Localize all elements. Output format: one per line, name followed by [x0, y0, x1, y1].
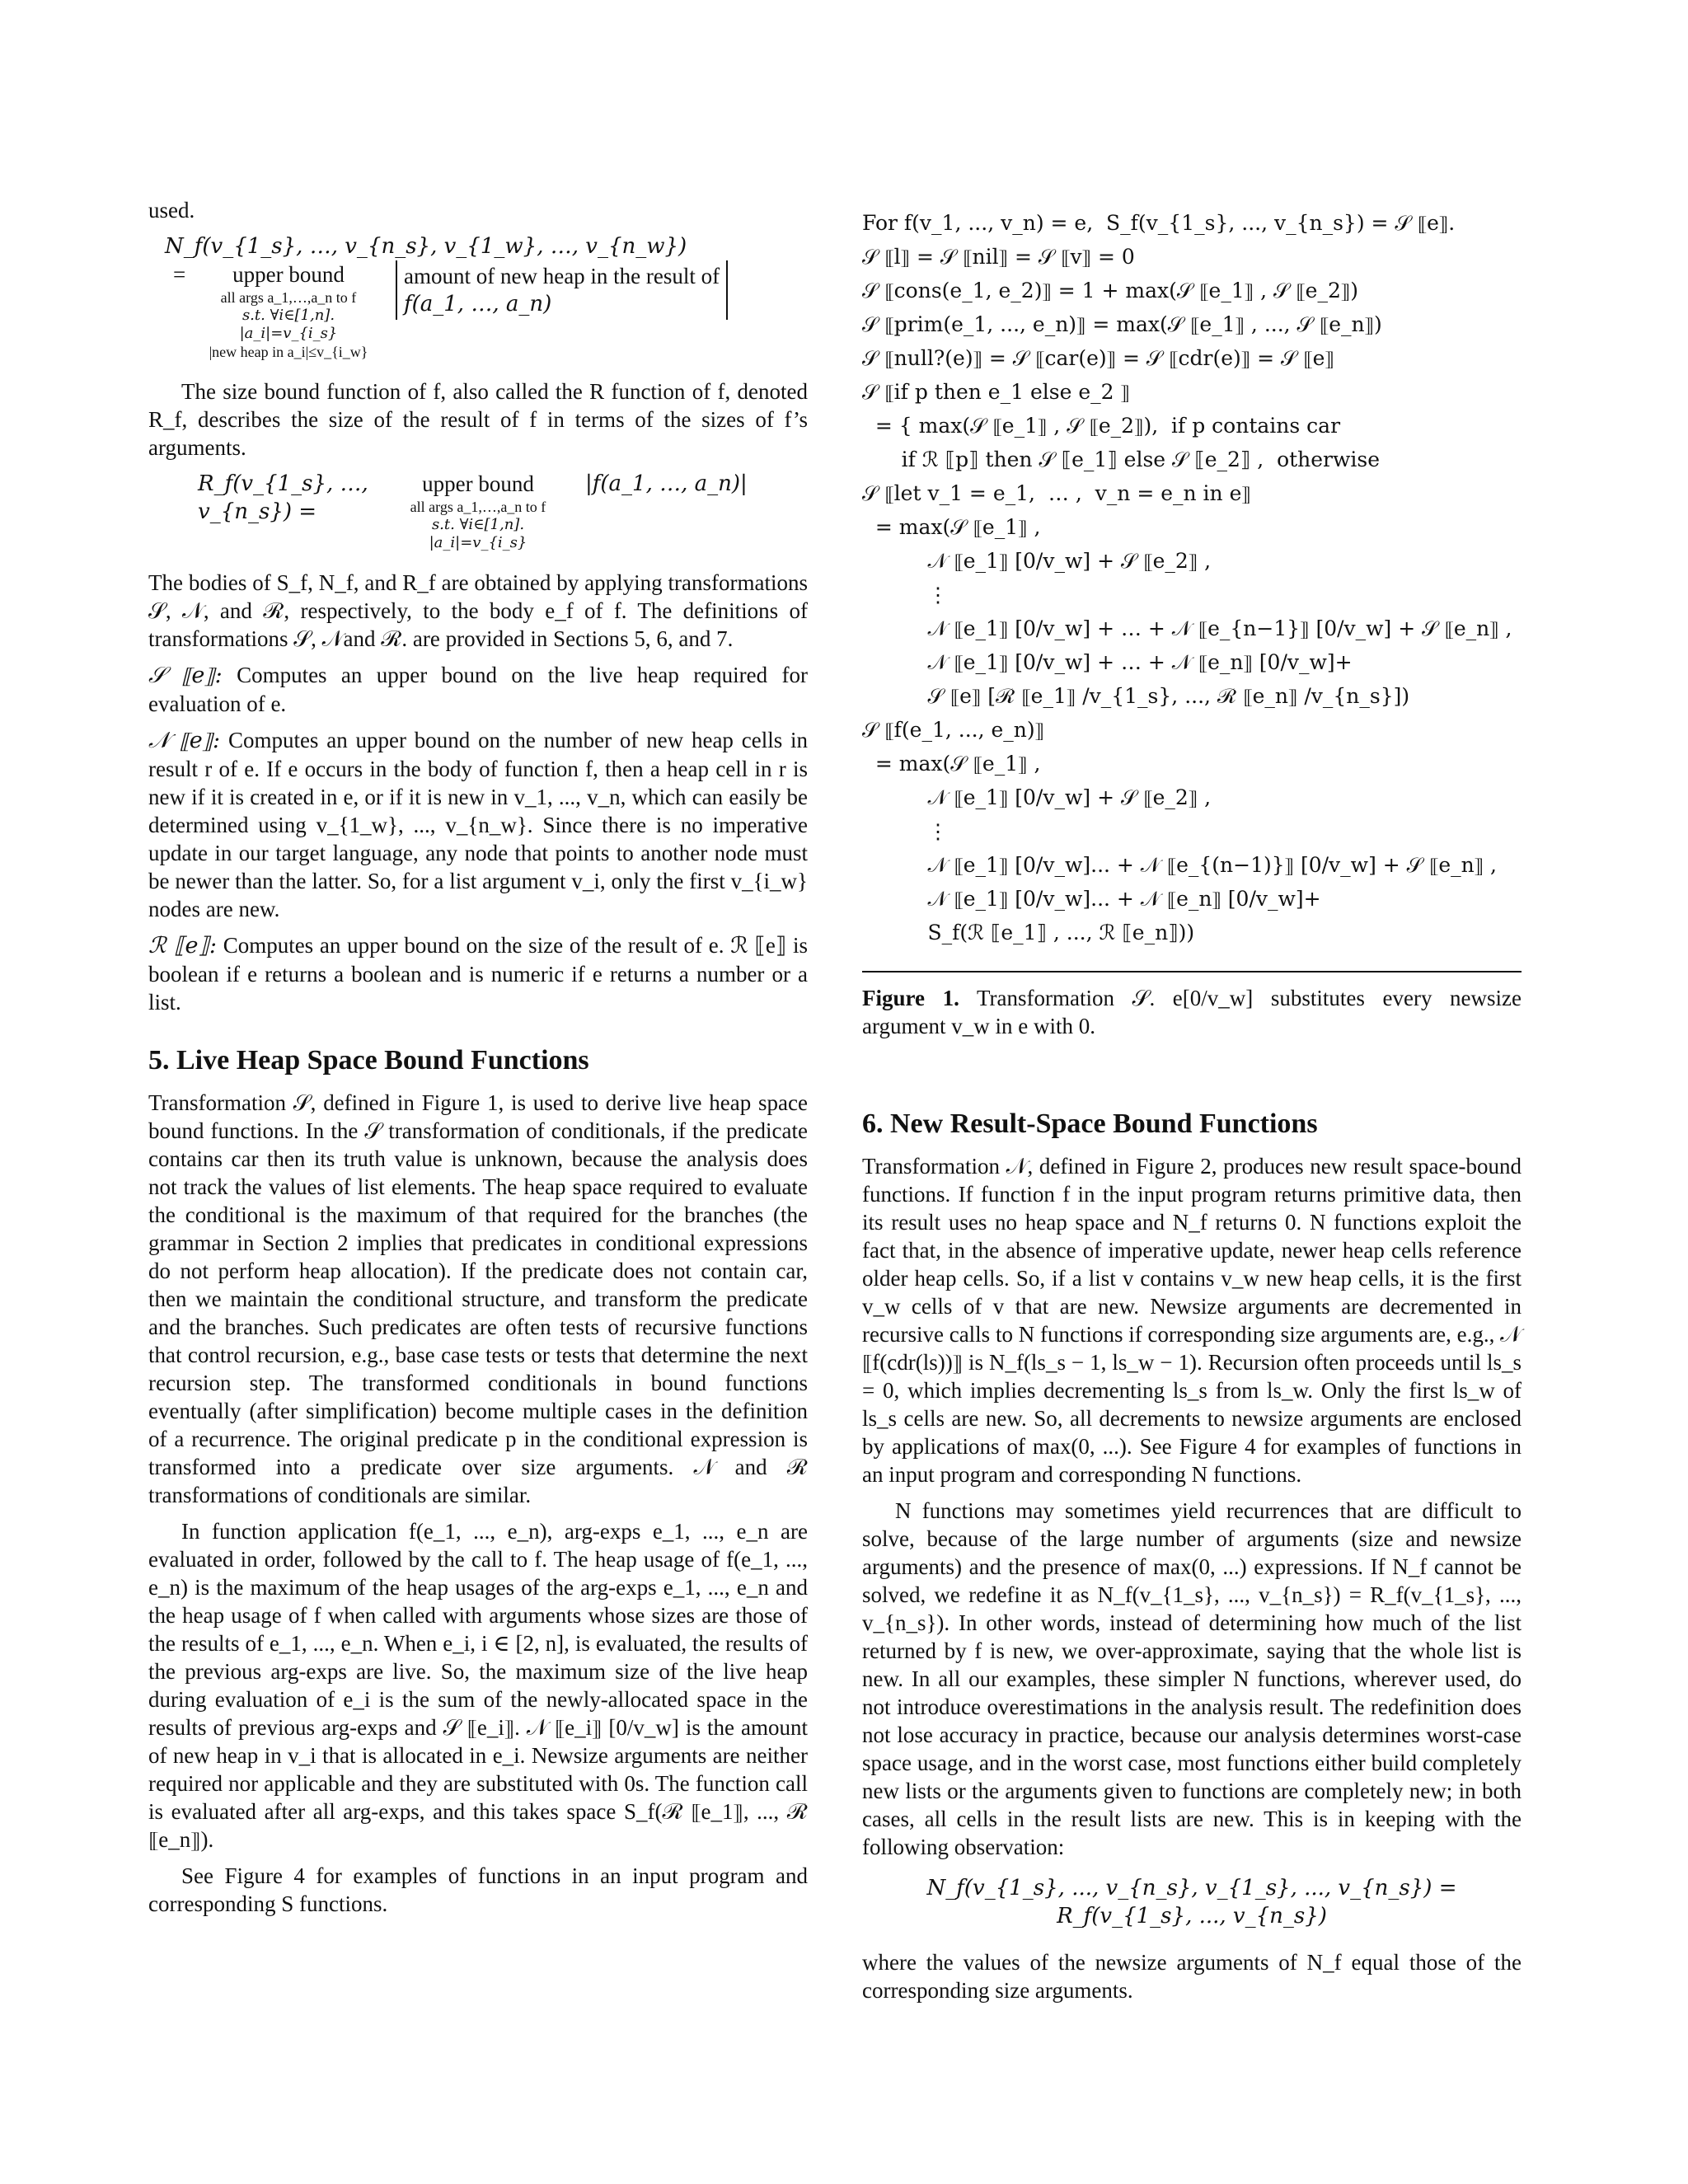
- nf-ub-label: upper bound: [232, 262, 345, 287]
- paragraph-bodies: The bodies of S_f, N_f, and R_f are obtained by applying transformations 𝒮, 𝒩, and ℛ, respectively, to the body e_f of f. The definitions of transformations 𝒮, 𝒩and ℛ. are provided in Sections 5, 6, and 7.: [148, 570, 808, 651]
- figure-1-line: S_f(ℛ ⟦e_1⟧ , ..., ℛ ⟦e_n⟧)): [862, 921, 1195, 944]
- paragraph-sec5-3: See Figure 4 for examples of functions in an input program and corresponding S functions.: [148, 1863, 808, 1916]
- figure-1-line: 𝒩 ⟦e_1⟧ [0/v_w]... + 𝒩 ⟦e_n⟧ [0/v_w]+: [862, 887, 1321, 911]
- figure-1-line: 𝒩 ⟦e_1⟧ [0/v_w] + 𝒮 ⟦e_2⟧ ,: [862, 549, 1212, 573]
- section-6-heading: 6. New Result-Space Bound Functions: [862, 1108, 1318, 1139]
- figure-1-line: 𝒩 ⟦e_1⟧ [0/v_w] + … + 𝒩 ⟦e_n⟧ [0/v_w]+: [862, 650, 1353, 674]
- figure-1-rule: [862, 971, 1522, 972]
- figure-1-label: Figure 1.: [862, 986, 959, 1010]
- nf-upper-bound: = upper bound all args a_1,…,a_n to f s.t. ∀i∈[1,n]. |a_i|=v_{i_s} |new heap in a_i|≤v_{i_w} amount of new heap in the result of f(a_1, …, a_n): [173, 260, 808, 361]
- rf-ub-sub1: all args a_1,…,a_n to f: [410, 499, 546, 515]
- figure-1-line: 𝒮 ⟦if p then e_1 else e_2 ⟧: [862, 380, 1130, 404]
- nf-ub-sub1: all args a_1,…,a_n to f: [220, 289, 357, 306]
- figure-1-line: = max(𝒮 ⟦e_1⟧ ,: [862, 752, 1041, 776]
- right-column: [862, 206, 1522, 2013]
- nf-ub-sub3: |new heap in a_i|≤v_{i_w}: [209, 344, 368, 360]
- figure-1-line: 𝒮 ⟦l⟧ = 𝒮 ⟦nil⟧ = 𝒮 ⟦v⟧ = 0: [862, 245, 1135, 269]
- definition-r-text: Computes an upper bound on the size of the result of e. ℛ ⟦e⟧ is boolean if e returns a boolean and is numeric if e returns a number or a list.: [148, 933, 809, 1015]
- figure-1-line: ⋮: [862, 819, 949, 843]
- paragraph-sec5-1: Transformation 𝒮, defined in Figure 1, is used to derive live heap space bound functions. In the 𝒮 transformation of conditionals, if the predicate contains car then its truth value is unknown, because the analysis does not track the values of list elements. The heap space required to evaluate the conditional is the maximum of that required for the branches (the grammar in Section 2 implies that predicates in conditional expressions do not perform heap allocation). If the predicate does not contain car, then we maintain the conditional structure, and transform the predicate and the branches. Such predicates are often tests of recursive functions that control recursion, e.g., base case tests or tests that determine the next recursion step. The transformed conditionals in bound functions eventually (after simplification) become multiple cases in the definition of a recurrence. The original predicate p in the conditional expression is transformed into a predicate over size arguments. 𝒩 and ℛ transformations of conditionals are similar.: [148, 1090, 808, 1507]
- figure-1-line: = { max(𝒮 ⟦e_1⟧ , 𝒮 ⟦e_2⟧), if p contains car: [862, 414, 1341, 438]
- section-5-heading: 5. Live Heap Space Bound Functions: [148, 1045, 589, 1076]
- figure-1-line: 𝒮 ⟦e⟧ [ℛ ⟦e_1⟧ /v_{1_s}, ..., ℛ ⟦e_n⟧ /v_{n_s}]): [862, 684, 1410, 708]
- definition-s-text: Computes an upper bound on the live heap required for evaluation of e.: [148, 663, 808, 716]
- paragraph-size-bound: The size bound function of f, also called the R function of f, denoted R_f, describes the size of the result of f in terms of the sizes of f’s arguments.: [148, 379, 808, 460]
- figure-1-line: 𝒮 ⟦f(e_1, ..., e_n)⟧: [862, 718, 1045, 742]
- figure-1-line: For f(v_1, ..., v_n) = e, S_f(v_{1_s}, ..., v_{n_s}) = 𝒮 ⟦e⟧.: [862, 211, 1456, 235]
- paragraph-sec5-2: In function application f(e_1, ..., e_n), arg-exps e_1, ..., e_n are evaluated in order, followed by the call to f. The heap usage of f(e_1, ..., e_n) is the maximum of the heap usages of the arg-exps e_1, ..., e_n and the heap usage of f when called with arguments whose sizes are those of the results of e_1, ..., e_n. When e_i, i ∈ [2, n], is evaluated, the results of the previous arg-exps are live. So, the maximum size of the live heap during evaluation of e_i is the sum of the newly-allocated space in the results of previous arg-exps and 𝒮 ⟦e_i⟧. 𝒩 ⟦e_i⟧ [0/v_w] is the amount of new heap in v_i that is allocated in e_i. Newsize arguments are neither required nor applicable and they are substituted with 0s. The function call is evaluated after all arg-exps, and this takes space S_f(ℛ ⟦e_1⟧, ..., ℛ ⟦e_n⟧).: [148, 1519, 808, 1852]
- definition-r-head: ℛ ⟦e⟧:: [148, 933, 217, 958]
- nf-definition: [165, 232, 808, 361]
- figure-1-caption-text: Transformation 𝒮. e[0/v_w] substitutes every newsize argument v_w in e with 0.: [862, 986, 1522, 1038]
- nf-bracket: [396, 260, 728, 320]
- figure-1-caption: [862, 984, 1522, 1040]
- figure-1-line: 𝒩 ⟦e_1⟧ [0/v_w] + 𝒮 ⟦e_2⟧ ,: [862, 785, 1212, 809]
- figure-1-body: [862, 206, 1522, 949]
- figure-1-line: 𝒮 ⟦cons(e_1, e_2)⟧ = 1 + max(𝒮 ⟦e_1⟧ , 𝒮 ⟦e_2⟧): [862, 279, 1358, 302]
- paragraph-used: used.: [148, 198, 195, 223]
- paragraph-sec6-1: Transformation 𝒩, defined in Figure 2, produces new result space-bound functions. If function f in the input program returns primitive data, then its result uses no heap space and N_f returns 0. N functions exploit the fact that, in the absence of imperative update, newer heap cells reference older heap cells. So, if a list v contains v_w new heap cells, it is the first v_w cells of v that are new. Newsize arguments are decremented in recursive calls to N functions if corresponding size arguments are, e.g., 𝒩 ⟦f(cdr(ls))⟧ is N_f(ls_s − 1, ls_w − 1). Recursion often proceeds until ls_s = 0, which implies decrementing ls_s from ls_w. Only the first ls_w of ls_s cells are new. So, all decrements to newsize arguments are enclosed by applications of max(0, ...). See Figure 4 for examples of functions in an input program and corresponding N functions.: [862, 1154, 1522, 1487]
- definition-n-text: Computes an upper bound on the number of new heap cells in result r of e. If e occurs in the body of function f, then a heap cell in r is new if it is created in e, or if it is new in v_1, ..., v_n, which can easily be determined using v_{1_w}, ..., v_{n_w}. Since there is no imperative update in our target language, any node that points to another node must be newer than the latter. So, for a list argument v_i, only the first v_{i_w} nodes are new.: [148, 728, 808, 921]
- definition-n: [148, 726, 808, 923]
- nf-bracket-line2: f(a_1, …, a_n): [404, 292, 552, 316]
- figure-1-line: 𝒩 ⟦e_1⟧ [0/v_w]... + 𝒩 ⟦e_{(n−1)}⟧ [0/v_w] + 𝒮 ⟦e_n⟧ ,: [862, 853, 1497, 877]
- rf-rhs: |f(a_1, …, a_n)|: [585, 471, 748, 496]
- definition-s-head: 𝒮 ⟦e⟧:: [148, 663, 223, 688]
- rf-head: R_f(v_{1_s}, …, v_{n_s}) =: [198, 471, 368, 524]
- equation-nf-rf: N_f(v_{1_s}, ..., v_{n_s}, v_{1_s}, ..., v_{n_s}) = R_f(v_{1_s}, ..., v_{n_s}): [926, 1876, 1457, 1929]
- figure-1-line: 𝒮 ⟦prim(e_1, ..., e_n)⟧ = max(𝒮 ⟦e_1⟧ , ..., 𝒮 ⟦e_n⟧): [862, 312, 1382, 336]
- definition-n-head: 𝒩 ⟦e⟧:: [148, 728, 221, 753]
- figure-1-line: 𝒮 ⟦null?(e)⟧ = 𝒮 ⟦car(e)⟧ = 𝒮 ⟦cdr(e)⟧ = 𝒮 ⟦e⟧: [862, 346, 1334, 370]
- figure-1-line: 𝒮 ⟦let v_1 = e_1, … , v_n = e_n in e⟧: [862, 481, 1251, 505]
- nf-ub-sub2: s.t. ∀i∈[1,n]. |a_i|=v_{i_s}: [239, 307, 338, 342]
- paragraph-sec6-3: where the values of the newsize arguments of N_f equal those of the corresponding size arguments.: [862, 1950, 1522, 2003]
- paragraph-sec6-2: N functions may sometimes yield recurrences that are difficult to solve, because of the large number of arguments (size and newsize arguments) and the presence of max(0, ...) expressions. If N_f cannot be solved, we redefine it as N_f(v_{1_s}, ..., v_{n_s}) = R_f(v_{1_s}, ..., v_{n_s}). In other words, instead of determining how much of the list returned by f is new, we over-approximate, saying that the whole list is new. In all our examples, these simpler N functions, wherever used, do not introduce overestimations in the analysis result. The redefinition does not lose accuracy in practice, because our analysis determines worst-case space usage, and in the worst case, most functions either build completely new lists or the arguments given to functions are completely new; in both cases, all cells in the result lists are new. This is in keeping with the following observation:: [862, 1498, 1522, 1859]
- nf-head: N_f(v_{1_s}, …, v_{n_s}, v_{1_w}, …, v_{n_w}): [165, 234, 687, 259]
- left-column: [148, 196, 808, 1926]
- nf-bracket-line1: amount of new heap in the result of: [404, 264, 720, 288]
- figure-1-line: if ℛ ⟦p⟧ then 𝒮 ⟦e_1⟧ else 𝒮 ⟦e_2⟧ , otherwise: [862, 448, 1381, 471]
- figure-1-line: 𝒩 ⟦e_1⟧ [0/v_w] + … + 𝒩 ⟦e_{n−1}⟧ [0/v_w] + 𝒮 ⟦e_n⟧ ,: [862, 616, 1512, 640]
- definition-s: [148, 661, 808, 718]
- figure-1: [862, 206, 1522, 1040]
- rf-definition: [165, 470, 808, 552]
- definition-r: [148, 931, 808, 1016]
- figure-1-line: = max(𝒮 ⟦e_1⟧ ,: [862, 515, 1041, 539]
- rf-ub-label: upper bound: [422, 471, 534, 496]
- figure-1-line: ⋮: [862, 583, 949, 607]
- rf-ub-sub2: s.t. ∀i∈[1,n]. |a_i|=v_{i_s}: [429, 516, 528, 551]
